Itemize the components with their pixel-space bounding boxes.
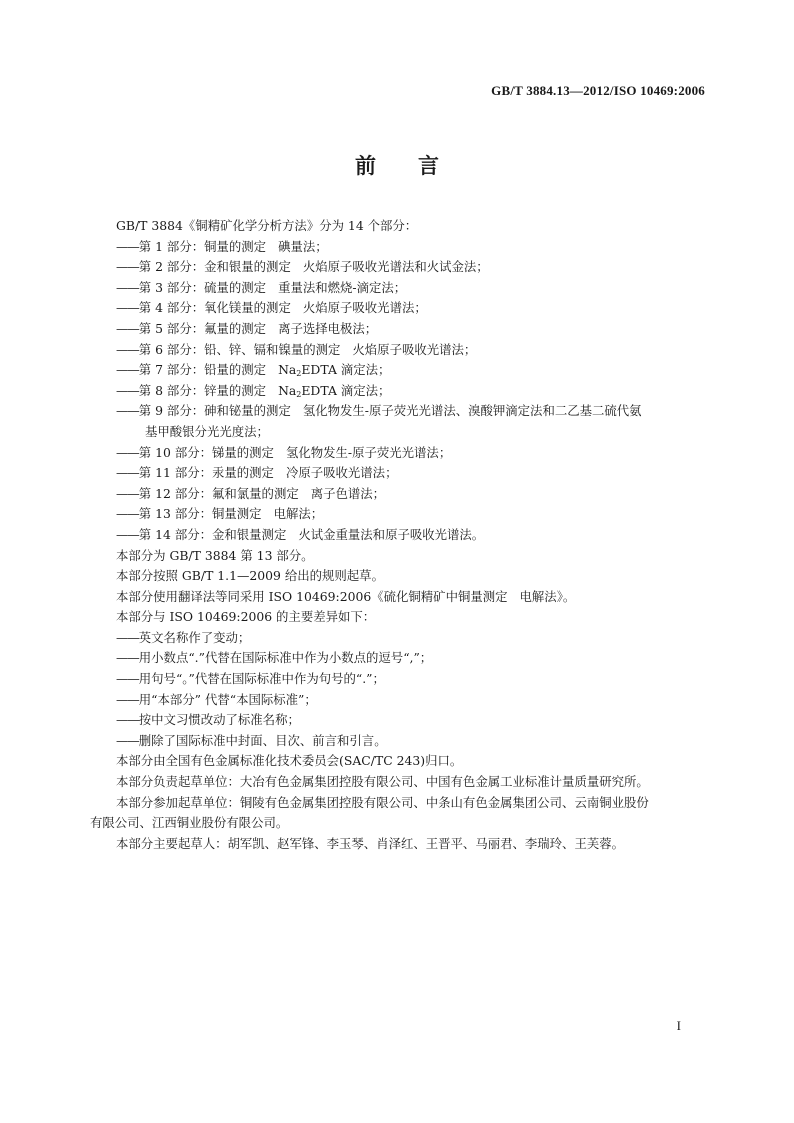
committee-line: 本部分由全国有色金属标准化技术委员会(SAC/TC 243)归口。	[116, 753, 463, 769]
differences-intro: 本部分与 ISO 10469:2006 的主要差异如下：	[116, 609, 376, 625]
differences-list	[90, 628, 706, 752]
standard-code: GB/T 3884.13—2012/ISO 10469:2006	[491, 83, 705, 98]
statement-line: 本部分按照 GB/T 1.1—2009 给出的规则起草。	[116, 568, 384, 584]
list-item: ——英文名称作了变动；	[116, 629, 251, 645]
list-item: ——用小数点“.”代替在国际标准中作为小数点的逗号“,”；	[116, 650, 433, 666]
list-item: ——用“本部分” 代替“本国际标准”；	[116, 691, 317, 707]
list-item: ——第 3 部分：硫量的测定 重量法和燃烧-滴定法；	[116, 279, 407, 295]
drafting-lead-line: 本部分负责起草单位：大冶有色金属集团控股有限公司、中国有色金属工业标准计量质量研究所。	[116, 774, 649, 790]
foreword-body	[90, 216, 706, 854]
page-title: 前言	[355, 154, 481, 178]
list-item-continuation: 基甲酸银分光光度法；	[145, 423, 269, 439]
participants-line: 本部分参加起草单位：铜陵有色金属集团控股有限公司、中条山有色金属集团公司、云南铜业股份	[116, 794, 649, 810]
list-item: ——第 1 部分：铜量的测定 碘量法；	[116, 238, 328, 254]
page-number: I	[676, 1018, 681, 1033]
drafters-line: 本部分主要起草人：胡军凯、赵军锋、李玉琴、肖泽红、王晋平、马丽君、李瑞玲、王芙蓉。	[116, 835, 625, 851]
parts-list	[90, 237, 706, 546]
list-item: ——第 2 部分：金和银量的测定 火焰原子吸收光谱法和火试金法；	[116, 259, 489, 275]
list-item: ——第 9 部分：砷和铋量的测定 氢化物发生-原子荧光光谱法、溴酸钾滴定法和二乙基二硫代氨	[116, 403, 642, 419]
list-item: ——第 14 部分：金和银量测定 火试金重量法和原子吸收光谱法。	[116, 526, 485, 542]
statement-line: 本部分为 GB/T 3884 第 13 部分。	[116, 547, 314, 563]
list-item: ——用句号“。”代替在国际标准中作为句号的“.”；	[116, 671, 385, 687]
intro-line: GB/T 3884《铜精矿化学分析方法》分为 14 个部分：	[116, 218, 418, 233]
list-item: ——删除了国际标准中封面、目次、前言和引言。	[116, 732, 387, 748]
list-item: ——第 7 部分：铅量的测定 $Na_2EDTA$ 滴定法；	[116, 362, 391, 379]
participants-line-continued: 有限公司、江西铜业股份有限公司。	[90, 815, 289, 831]
list-item: ——第 12 部分：氟和氯量的测定 离子色谱法；	[116, 485, 386, 501]
list-item: ——第 6 部分：铅、锌、镉和镍量的测定 火焰原子吸收光谱法；	[116, 341, 477, 357]
list-item: ——第 5 部分：氟量的测定 离子选择电极法；	[116, 320, 378, 336]
list-item: ——第 4 部分：氧化镁量的测定 火焰原子吸收光谱法；	[116, 300, 427, 316]
list-item: ——按中文习惯改动了标准名称；	[116, 712, 300, 728]
list-item: ——第 8 部分：锌量的测定 $Na_2EDTA$ 滴定法；	[116, 382, 391, 399]
list-item: ——第 11 部分：汞量的测定 冷原子吸收光谱法；	[116, 465, 398, 481]
list-item: ——第 13 部分：铜量测定 电解法；	[116, 506, 324, 522]
translation-line: 本部分使用翻译法等同采用 ISO 10469:2006《硫化铜精矿中铜量测定 电解法》。	[116, 588, 576, 604]
list-item: ——第 10 部分：锑量的测定 氢化物发生-原子荧光光谱法；	[116, 444, 452, 460]
